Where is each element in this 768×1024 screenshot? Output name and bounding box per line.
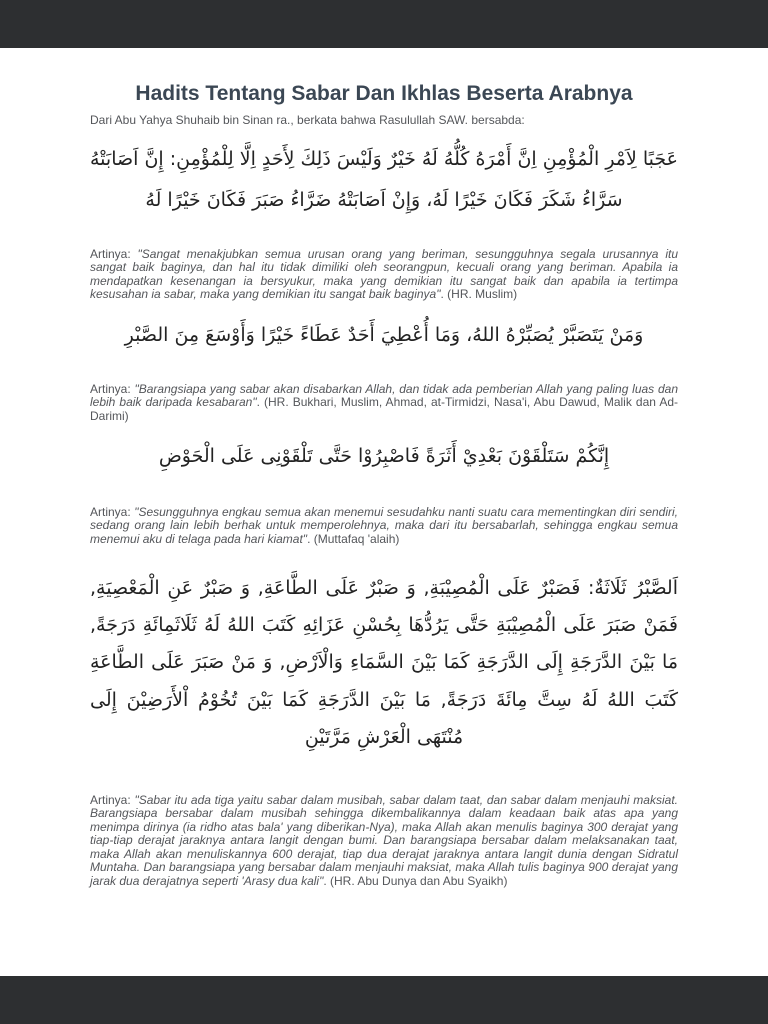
- translation-quote: "Sesungguhnya engkau semua akan menemui sesudahku nanti suatu cara mementingkan diri sendiri, sedang orang lain lebih berhak untuk memperolehnya, maka dari itu bersabarlah, sehingga engkau semua menemui aku di telaga pada hari kiamat": [90, 504, 678, 546]
- arabic-hadith-3: إِنَّكُمْ سَتَلْقَوْنَ بَعْدِيْ أَثَرَةً فَاصْبِرُوْا حَتَّى تَلْقَوْنِى عَلَى الْحَوْضِ: [158, 445, 610, 468]
- translation-paragraph-2: [90, 383, 678, 424]
- page-title: Hadits Tentang Sabar Dan Ikhlas Beserta Arabnya: [135, 82, 633, 105]
- translation-quote: "Sangat menakjubkan semua urusan orang yang beriman, sesungguhnya segala urusannya itu sangat baik baginya, dan hal itu tidak dimiliki oleh seorangpun, kecuali orang yang beriman. Apabila ia mendapatkan kesenangan ia bersyukur, maka yang demikian itu sangat baik dan apabila ia tertimpa kesusahan ia sabar, maka yang demikian itu sangat baik baginya": [90, 246, 679, 302]
- intro-text: Dari Abu Yahya Shuhaib bin Sinan ra., berkata bahwa Rasulullah SAW. bersabda:: [90, 113, 525, 127]
- translation-source: . (HR. Muslim): [440, 287, 518, 302]
- arabic-hadith-1: عَجَبًا لِاَمْرِ الْمُؤْمِنِ اِنَّ أَمْرَهُ كُلُّهُ لَهُ خَيْرٌ وَلَيْسَ ذَلِكَ لِأَحَدٍ اِلَّا لِلْمُؤْمِنِ: إِنَّ اَصَابَتْهُ سَرَّاءُ شَكَرَ فَكَانَ خَيْرًا لَهُ، وَإِنْ اَصَابَتْهُ ضَرَّاءُ صَبَرَ فَكَانَ خَيْرًا لَهُ: [90, 148, 678, 211]
- translation-paragraph-3: [90, 506, 678, 547]
- translation-prefix: Artinya:: [90, 381, 135, 396]
- arabic-hadith-2: وَمَنْ يَتَصَبَّرْ يُصَبِّرْهُ اللهُ، وَمَا أُعْطِيَ أَحَدٌ عَطَاءً خَيْرًا وَأَوْسَعَ مِنَ الصَّبْرِ: [124, 323, 644, 346]
- translation-source: . (HR. Bukhari, Muslim, Ahmad, at-Tirmidzi, Nasa'i, Abu Dawud, Malik dan Ad-Darimi): [90, 395, 679, 423]
- translation-prefix: Artinya:: [90, 792, 135, 807]
- translation-paragraph-1: [90, 248, 678, 302]
- arabic-hadith-4: اَلصَّبْرُ ثَلَاثَةٌ: فَصَبْرٌ عَلَى الْمُصِيْبَةِ, وَ صَبْرٌ عَلَى الطَّاعَةِ, وَ صَبْرٌ عَنِ الْمَعْصِيَةِ, فَمَنْ صَبَرَ عَلَى الْمُصِيْبَةِ حَتَّى يَرُدُّهَا بِحُسْنِ عَزَائِهِ كَتَبَ اللهُ لَهُ ثَلَاثَمِائَةِ دَرَجَةً, مَا بَيْنَ الدَّرَجَةِ إِلَى الدَّرَجَةِ كَمَا بَيْنَ السَّمَاءِ وَالْاَرْضِ, وَ مَنْ صَبَرَ عَلَى الطَّاعَةِ كَتَبَ اللهُ لَهُ سِتَّ مِائَةَ دَرَجَةً, مَا بَيْنَ الدَّرَجَةِ كَمَا بَيْنَ تُخُوْمُ اْلأَرَضِيْنَ إِلَى مُنْتَهَى الْعَرْشِ مَرَّتَيْنِ: [90, 577, 678, 748]
- document-page: [0, 48, 768, 976]
- viewer-background-bottom: [0, 976, 768, 1024]
- translation-paragraph-4: [90, 794, 678, 889]
- translation-prefix: Artinya:: [90, 246, 138, 261]
- translation-quote: "Sabar itu ada tiga yaitu sabar dalam musibah, sabar dalam taat, dan sabar dalam menjauhi maksiat. Barangsiapa bersabar dalam musibah sehingga dikembalikannya dalam keadaan baik atas apa yang menimpa dirinya (ia ridho atas bala' yang diberikan-Nya), maka Allah akan menulis baginya 300 derajat yang tiap-tiap derajat jaraknya antara langit dengan bumi. Dan barangsiapa bersabar dalam melaksanakan taat, maka Allah akan menuliskannya 600 derajat, tiap dua derajat jaraknya antara langit dunia dengan Sidratul Muntaha. Dan barangsiapa yang bersabar dalam menjauhi maksiat, maka Allah tulis baginya 900 derajat yang jarak dua derajatnya seperti 'Arasy dua kali": [90, 792, 678, 888]
- translation-quote: "Barangsiapa yang sabar akan disabarkan Allah, dan tidak ada pemberian Allah yang paling luas dan lebih baik daripada kesabaran": [90, 381, 679, 410]
- translation-prefix: Artinya:: [90, 504, 135, 519]
- translation-source: . (Muttafaq 'alaih): [307, 531, 400, 546]
- translation-source: . (HR. Abu Dunya dan Abu Syaikh): [323, 873, 508, 888]
- viewer-background-top: [0, 0, 768, 48]
